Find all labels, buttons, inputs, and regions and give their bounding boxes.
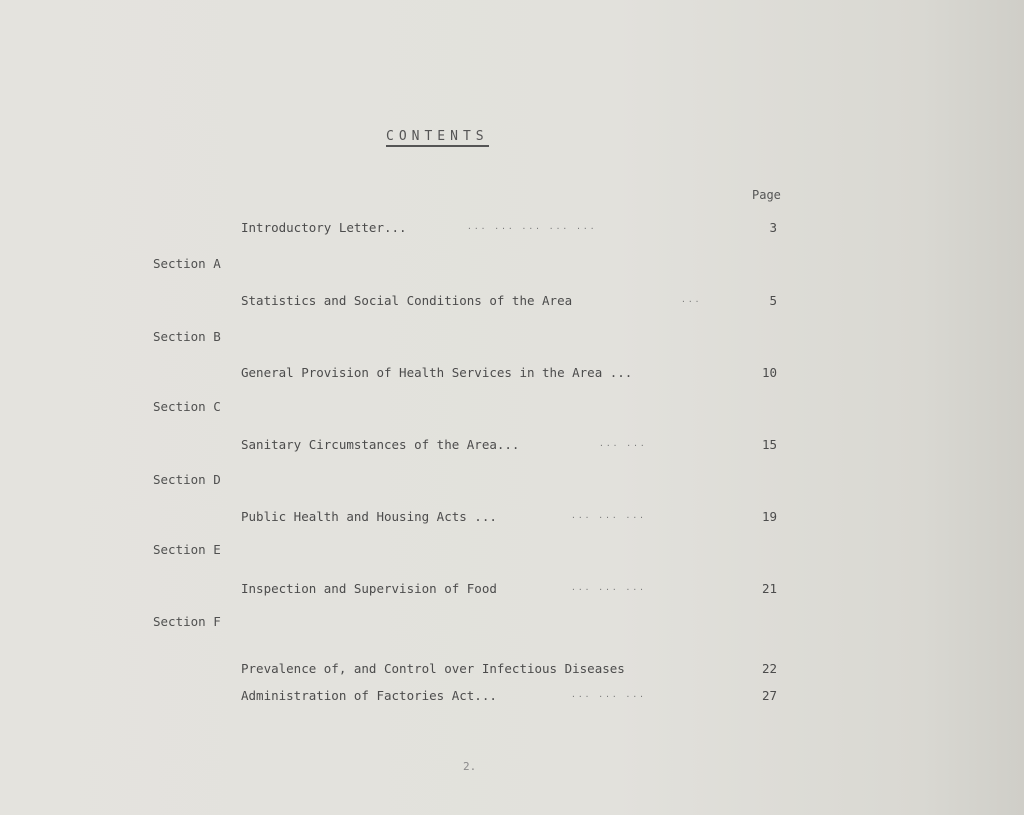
toc-entry [241,437,781,453]
section-label: Section E [153,542,221,557]
toc-entry-title: Statistics and Social Conditions of the Area [241,293,573,308]
toc-entry-title: Introductory Letter... [241,220,407,235]
toc-entry [241,293,781,309]
toc-entry [241,509,781,525]
section-label: Section D [153,472,221,487]
toc-entry-title: General Provision of Health Services in the Area ... [241,365,633,380]
toc-entry-leader: ... ... ... [571,583,646,592]
toc-entry [241,220,781,236]
page-title: CONTENTS [386,129,489,147]
toc-entry-page: 5 [769,293,777,308]
toc-entry-leader: ... ... ... ... ... [467,222,597,231]
toc-entry-page: 3 [769,220,777,235]
toc-entry-page: 21 [761,581,777,596]
toc-entry-page: 22 [761,661,777,676]
section-label: Section C [153,399,221,414]
page-column-header: Page [752,188,781,202]
page-number-footer: 2. [463,760,477,773]
toc-entry-page: 10 [761,365,777,380]
section-label: Section A [153,256,221,271]
toc-entry-leader: ... [681,295,702,304]
toc-entry-page: 15 [761,437,777,452]
toc-entry-leader: ... ... [599,439,647,448]
toc-entry-title: Public Health and Housing Acts ... [241,509,497,524]
toc-entry-leader: ... ... ... [571,511,646,520]
toc-entry-leader: ... ... ... [571,690,646,699]
toc-entry [241,365,781,381]
section-label: Section F [153,614,221,629]
toc-entry [241,688,781,704]
toc-entry-title: Sanitary Circumstances of the Area... [241,437,520,452]
toc-entry-title: Administration of Factories Act... [241,688,497,703]
toc-entry-title: Inspection and Supervision of Food [241,581,497,596]
toc-entry-page: 27 [761,688,777,703]
toc-entry [241,581,781,597]
toc-entry [241,661,781,677]
toc-entry-title: Prevalence of, and Control over Infectious Diseases [241,661,625,676]
section-label: Section B [153,329,221,344]
toc-entry-page: 19 [761,509,777,524]
